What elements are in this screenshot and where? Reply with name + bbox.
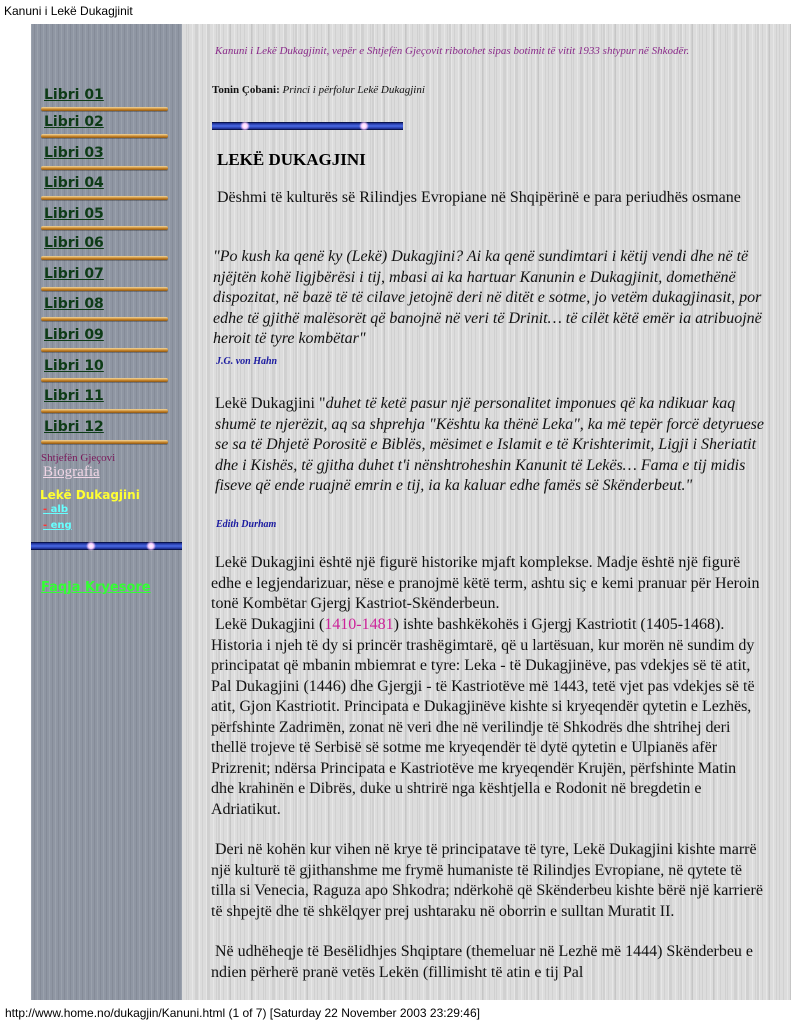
paragraph-principalities: [211, 615, 763, 820]
menu-bar-divider: [41, 287, 168, 291]
biography-link[interactable]: Biografia: [43, 464, 100, 480]
menu-bar-divider: [41, 378, 168, 382]
quote-durham: [215, 394, 765, 497]
menu-bar-divider: [41, 166, 168, 170]
title-divider-rule: [212, 122, 403, 130]
quote-durham-prefix: Lekë Dukagjini ": [215, 395, 326, 412]
lang-eng-label[interactable]: eng: [50, 520, 72, 531]
print-footer-url: http://www.home.no/dukagjin/Kanuni.html (1 of 7) [Saturday 22 November 2003 23:29:46]: [5, 1006, 480, 1020]
home-page-link[interactable]: Faqja Kryesore: [41, 580, 151, 595]
sidebar-item-label[interactable]: Libri 01: [44, 87, 104, 103]
sidebar-item-label[interactable]: Libri 03: [44, 145, 104, 161]
quote-hahn: "Po kush ka qenë ky (Lekë) Dukagjini? Ai ka qenë sundimtari i këtij vendi dhe në të njëjtën kohë ligjbërësi i tij, mbasi ai ka hartuar Kanunin e Dukagjinit, domethënë dispozitat, në bazë të të cilave jetojnë deri në ditët e sotme, jo vetëm dukagjinasit, por edhe të gjithë malësorët që banojnë në veri të Drinit… të cilët këtë emër ia atribuojnë heroit të tyre kombëtar": [213, 248, 762, 347]
lang-dash: -: [43, 504, 51, 515]
sidebar-item-label[interactable]: Libri 04: [44, 175, 104, 191]
byline: [212, 84, 425, 96]
author-name: Shtjefën Gjeçovi: [41, 452, 116, 464]
quote-source-durham: Edith Durham: [216, 519, 277, 530]
byline-title: Princi i përfolur Lekë Dukagjini: [282, 84, 425, 96]
menu-bar-divider: [41, 440, 168, 444]
sidebar-item-label[interactable]: Libri 05: [44, 206, 104, 222]
page-frame: [31, 24, 791, 1000]
lang-dash: -: [43, 520, 51, 531]
print-header-title: Kanuni i Lekë Dukagjinit: [4, 4, 133, 18]
menu-bar-divider: [41, 134, 168, 138]
byline-author: Tonin Çobani:: [212, 84, 280, 96]
page-title: LEKË DUKAGJINI: [217, 150, 366, 169]
menu-bar-divider: [41, 348, 168, 352]
lang-alb-label[interactable]: alb: [50, 504, 68, 515]
quote-source-hahn: J.G. von Hahn: [216, 356, 278, 367]
quote-durham-text: duhet të ketë pasur një personalitet imponues që ka ndikuar kaq shumë te njerëzit, aq sa shprehja "Kështu ka thënë Leka", ka më tepër forcë detyruese se sa të Dhjetë Porositë e Biblës, mësimet e Islamit e të Krishterimit, Ligji i Sheriatit dhe i Kishës, të gjitha duhet t'i nënshtroheshin Kanunit të Lekës… Fama e tij midis fiseve që ende ruajnë emrin e tij, ia ka kaluar edhe famës së Skënderbeut.": [215, 395, 765, 494]
sidebar-item-label[interactable]: Libri 02: [44, 114, 104, 130]
rule-sparkle: [240, 121, 250, 131]
lang-link-eng[interactable]: [43, 520, 72, 531]
menu-bar-divider: [41, 256, 168, 260]
sidebar: [31, 24, 182, 1000]
dates-link[interactable]: 1410-1481: [324, 616, 394, 633]
intro-note: Kanuni i Lekë Dukagjinit, vepër e Shtjefën Gjeçovit ribotohet sipas botimit të vitit 1933 shtypur në Shkodër.: [215, 45, 690, 57]
paragraph-subtitle: Dëshmi të kulturës së Rilindjes Evropiane në Shqipërinë e para periudhës osmane: [217, 189, 741, 206]
paragraph-principalities-start: Lekë Dukagjini (: [215, 616, 325, 633]
sidebar-item-label[interactable]: Libri 11: [44, 388, 104, 404]
sidebar-item-label[interactable]: Libri 09: [44, 327, 104, 343]
menu-bar-divider: [41, 226, 168, 230]
active-item-leke-dukagjini: Lekë Dukagjini: [40, 488, 140, 502]
rule-sparkle: [359, 121, 369, 131]
menu-bar-divider: [41, 196, 168, 200]
sidebar-item-label[interactable]: Libri 12: [44, 419, 104, 435]
sidebar-item-label[interactable]: Libri 07: [44, 266, 104, 282]
menu-bar-divider: [41, 107, 168, 111]
paragraph-intro-history: Lekë Dukagjini është një figurë historike mjaft komplekse. Madje është një figurë edhe e legjendarizuar, nëse e pranojmë këtë term, ashtu siç e kemi pranuar për Heroin tonë Kombëtar Gjergj Kastriot-Skënderbeun.: [211, 554, 760, 612]
rule-sparkle: [86, 541, 96, 551]
menu-bar-divider: [41, 317, 168, 321]
paragraph-principalities-rest: ) ishte bashkëkohës i Gjergj Kastriotit (1405-1468). Historia i njeh të dy si princër trashëgimtarë, që u lartësuan, kur morën në sundim dy principatat që mbanin mbiemrat e tyre: Leka - të Dukagjinëve, pas vdekjes së të atit, Pal Dukagjini (1446) dhe Gjergji - të Kastriotëve më 1443, tetë vjet pas vdekjes së të atit, Gjon Kastriotit. Principata e Dukagjinëve kishte si kryeqendër qytetin e Lezhës, përfshinte Zadrimën, zonat në veri dhe në verilindje të Shkodrës dhe shtrihej deri thellë trojeve të Serbisë së sotme me kryeqendër të dytë qytetin e Ulpianës afër Prizrenit; ndërsa Principata e Kastriotëve me kryeqendër Krujën, përfshinte Matin dhe krahinën e Dibrës, duke u shtrirë nga kështjella e Rodonit në bregdetin e Adriatikut.: [211, 616, 755, 818]
menu-bar-divider: [41, 409, 168, 413]
lang-link-alb[interactable]: [43, 504, 68, 515]
paragraph-culture: Deri në kohën kur vihen në krye të principatave të tyre, Lekë Dukagjini kishte marrë një kulturë të gjithanshme me frymë humaniste të Rilindjes Evropiane, në qytete të tilla si Venecia, Raguza apo Shkodra; ndërkohë që Skënderbeu kishte bërë një karrierë të shpejtë dhe të shkëlqyer prej ushtaraku në oborrin e sulltan Muratit II.: [211, 841, 763, 920]
rule-sparkle: [146, 541, 156, 551]
sidebar-item-label[interactable]: Libri 10: [44, 358, 104, 374]
paragraph-besa: Në udhëheqje të Besëlidhjes Shqiptare (themeluar në Lezhë më 1444) Skënderbeu e ndien përherë pranë vetës Lekën (fillimisht të atin e tij Pal: [211, 943, 754, 981]
sidebar-item-label[interactable]: Libri 08: [44, 296, 104, 312]
sidebar-item-label[interactable]: Libri 06: [44, 235, 104, 251]
sidebar-divider-rule: [31, 542, 182, 550]
